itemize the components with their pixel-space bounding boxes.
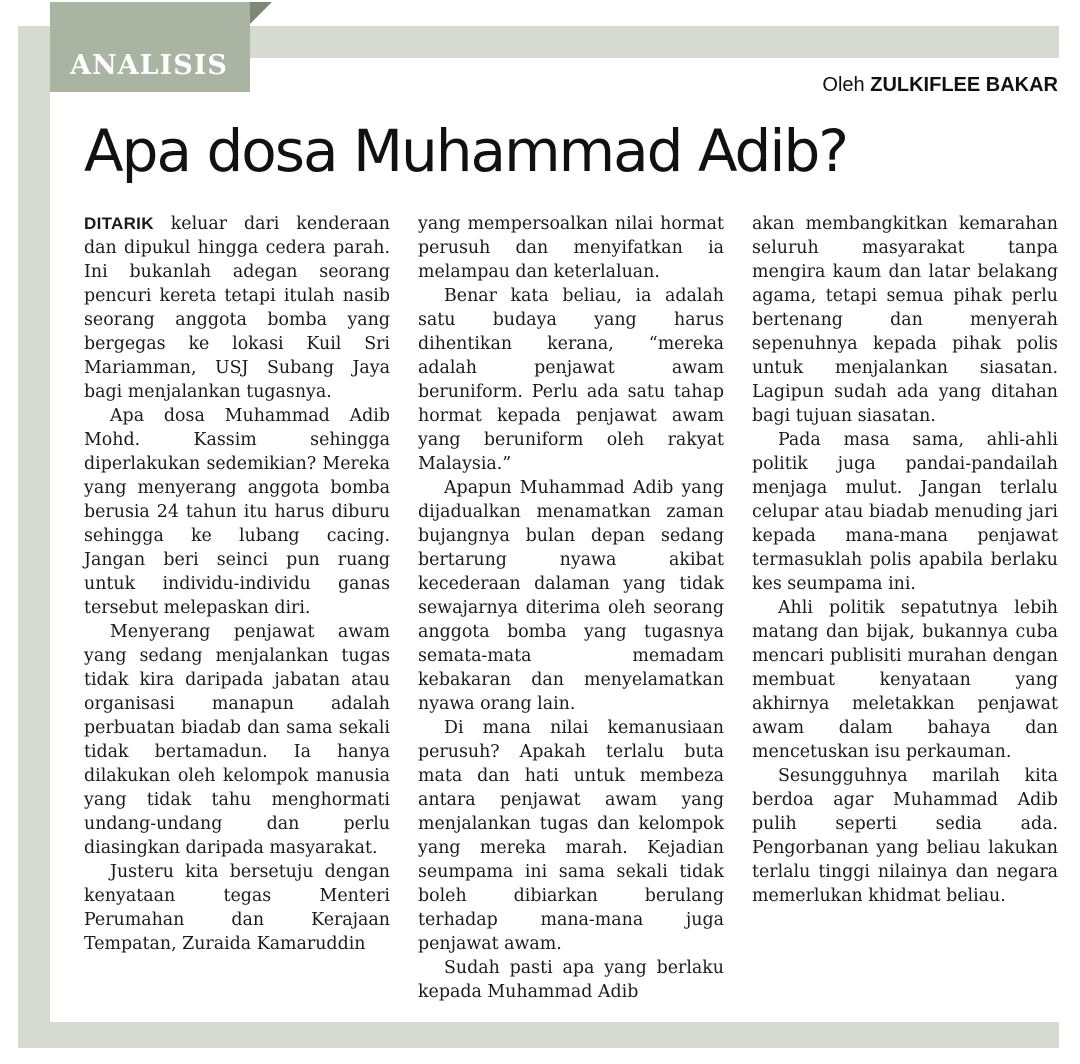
article-column-1 — [84, 212, 390, 956]
article-paragraph — [84, 212, 390, 404]
paragraph-text: Apa dosa Muhammad Adib Mohd. Kassim sehingga diperlakukan sedemikian? Mereka yang menyerang anggota bomba berusia 24 tahun itu harus diburu sehingga ke lubang cacing. Jangan beri seinci pun ruang untuk individu-individu ganas tersebut melepaskan diri. — [84, 406, 390, 618]
paragraph-text: Benar kata beliau, ia adalah satu budaya yang harus dihentikan kerana, “mereka adalah penjawat awam beruniform. Perlu ada satu tahap hormat kepada penjawat awam yang beruniform oleh rakyat Malaysia.” — [418, 286, 724, 474]
paragraph-text: Justeru kita bersetuju dengan kenyataan tegas Menteri Perumahan dan Kerajaan Tempatan, Zuraida Kamaruddin — [84, 862, 390, 954]
paragraph-text: Di mana nilai kemanusiaan perusuh? Apakah terlalu buta mata dan hati untuk membeza antara penjawat awam yang menjalankan tugas dan kelompok yang mereka marah. Kejadian seumpama ini sama sekali tidak boleh dibiarkan berulang terhadap mana-mana juga penjawat awam. — [418, 718, 724, 954]
section-label: ANALISIS — [70, 50, 228, 81]
headline: Apa dosa Muhammad Adib? — [84, 117, 848, 185]
byline — [822, 74, 1058, 97]
article-paragraph — [418, 956, 724, 1004]
article-column-2 — [418, 212, 724, 1004]
section-tab-fold — [250, 2, 272, 24]
article-paragraph — [418, 476, 724, 716]
article-paragraph — [752, 596, 1058, 764]
article-paragraph — [84, 860, 390, 956]
paragraph-text: yang mempersoalkan nilai hormat perusuh dan menyifatkan ia melampau dan keterlaluan. — [418, 214, 724, 282]
paragraph-text: Menyerang penjawat awam yang sedang menjalankan tugas tidak kira daripada jabatan atau organisasi manapun adalah perbuatan biadab dan sama sekali tidak bertamadun. Ia hanya dilakukan oleh kelompok manusia yang tidak tahu menghormati undang-undang dan perlu diasingkan daripada masyarakat. — [84, 622, 390, 858]
article-paragraph — [84, 620, 390, 860]
frame-bottom-bar — [18, 1022, 1059, 1048]
article-paragraph — [418, 284, 724, 476]
paragraph-text: Sesungguhnya marilah kita berdoa agar Muhammad Adib pulih seperti sedia ada. Pengorbanan yang beliau lakukan terlalu tinggi nilainya dan negara memerlukan khidmat beliau. — [752, 766, 1058, 906]
paragraph-text: akan membangkitkan kemarahan seluruh masyarakat tanpa mengira kaum dan latar belakang agama, tetapi semua pihak perlu bertenang dan menyerah sepenuhnya kepada pihak polis untuk menjalankan siasatan. Lagipun sudah ada yang ditahan bagi tujuan siasatan. — [752, 214, 1058, 426]
frame-left-bar — [18, 26, 50, 1048]
article-paragraph — [84, 404, 390, 620]
paragraph-text: Sudah pasti apa yang berlaku kepada Muhammad Adib — [418, 958, 724, 1002]
paragraph-text: Ahli politik sepatutnya lebih matang dan bijak, bukannya cuba mencari publisiti murahan dengan membuat kenyataan yang akhirnya meletakkan penjawat awam dalam bahaya dan mencetuskan isu perkauman. — [752, 598, 1058, 762]
lead-word: DITARIK — [84, 214, 154, 233]
paragraph-text: Pada masa sama, ahli-ahli politik juga pandai-pandailah menjaga mulut. Jangan terlalu celupar atau biadab menuding jari kepada mana-mana penjawat termasuklah polis apabila berlaku kes seumpama ini. — [752, 430, 1058, 594]
byline-prefix: Oleh — [822, 74, 865, 96]
article-paragraph — [752, 428, 1058, 596]
article-column-3 — [752, 212, 1058, 908]
article-paragraph — [752, 764, 1058, 908]
article-paragraph — [418, 212, 724, 284]
paragraph-text: Apapun Muhammad Adib yang dijadualkan menamatkan zaman bujangnya bulan depan sedang bertarung nyawa akibat kecederaan dalaman yang tidak sewajarnya diterima oleh seorang anggota bomba yang tugasnya semata-mata memadam kebakaran dan menyelamatkan nyawa orang lain. — [418, 478, 724, 714]
byline-author: ZULKIFLEE BAKAR — [870, 74, 1058, 96]
paragraph-text: keluar dari kenderaan dan dipukul hingga cedera parah. Ini bukanlah adegan seorang pencuri kereta tetapi itulah nasib seorang anggota bomba yang bergegas ke lokasi Kuil Sri Mariamman, USJ Subang Jaya bagi menjalankan tugasnya. — [84, 214, 390, 402]
article-paragraph — [418, 716, 724, 956]
article-paragraph — [752, 212, 1058, 428]
